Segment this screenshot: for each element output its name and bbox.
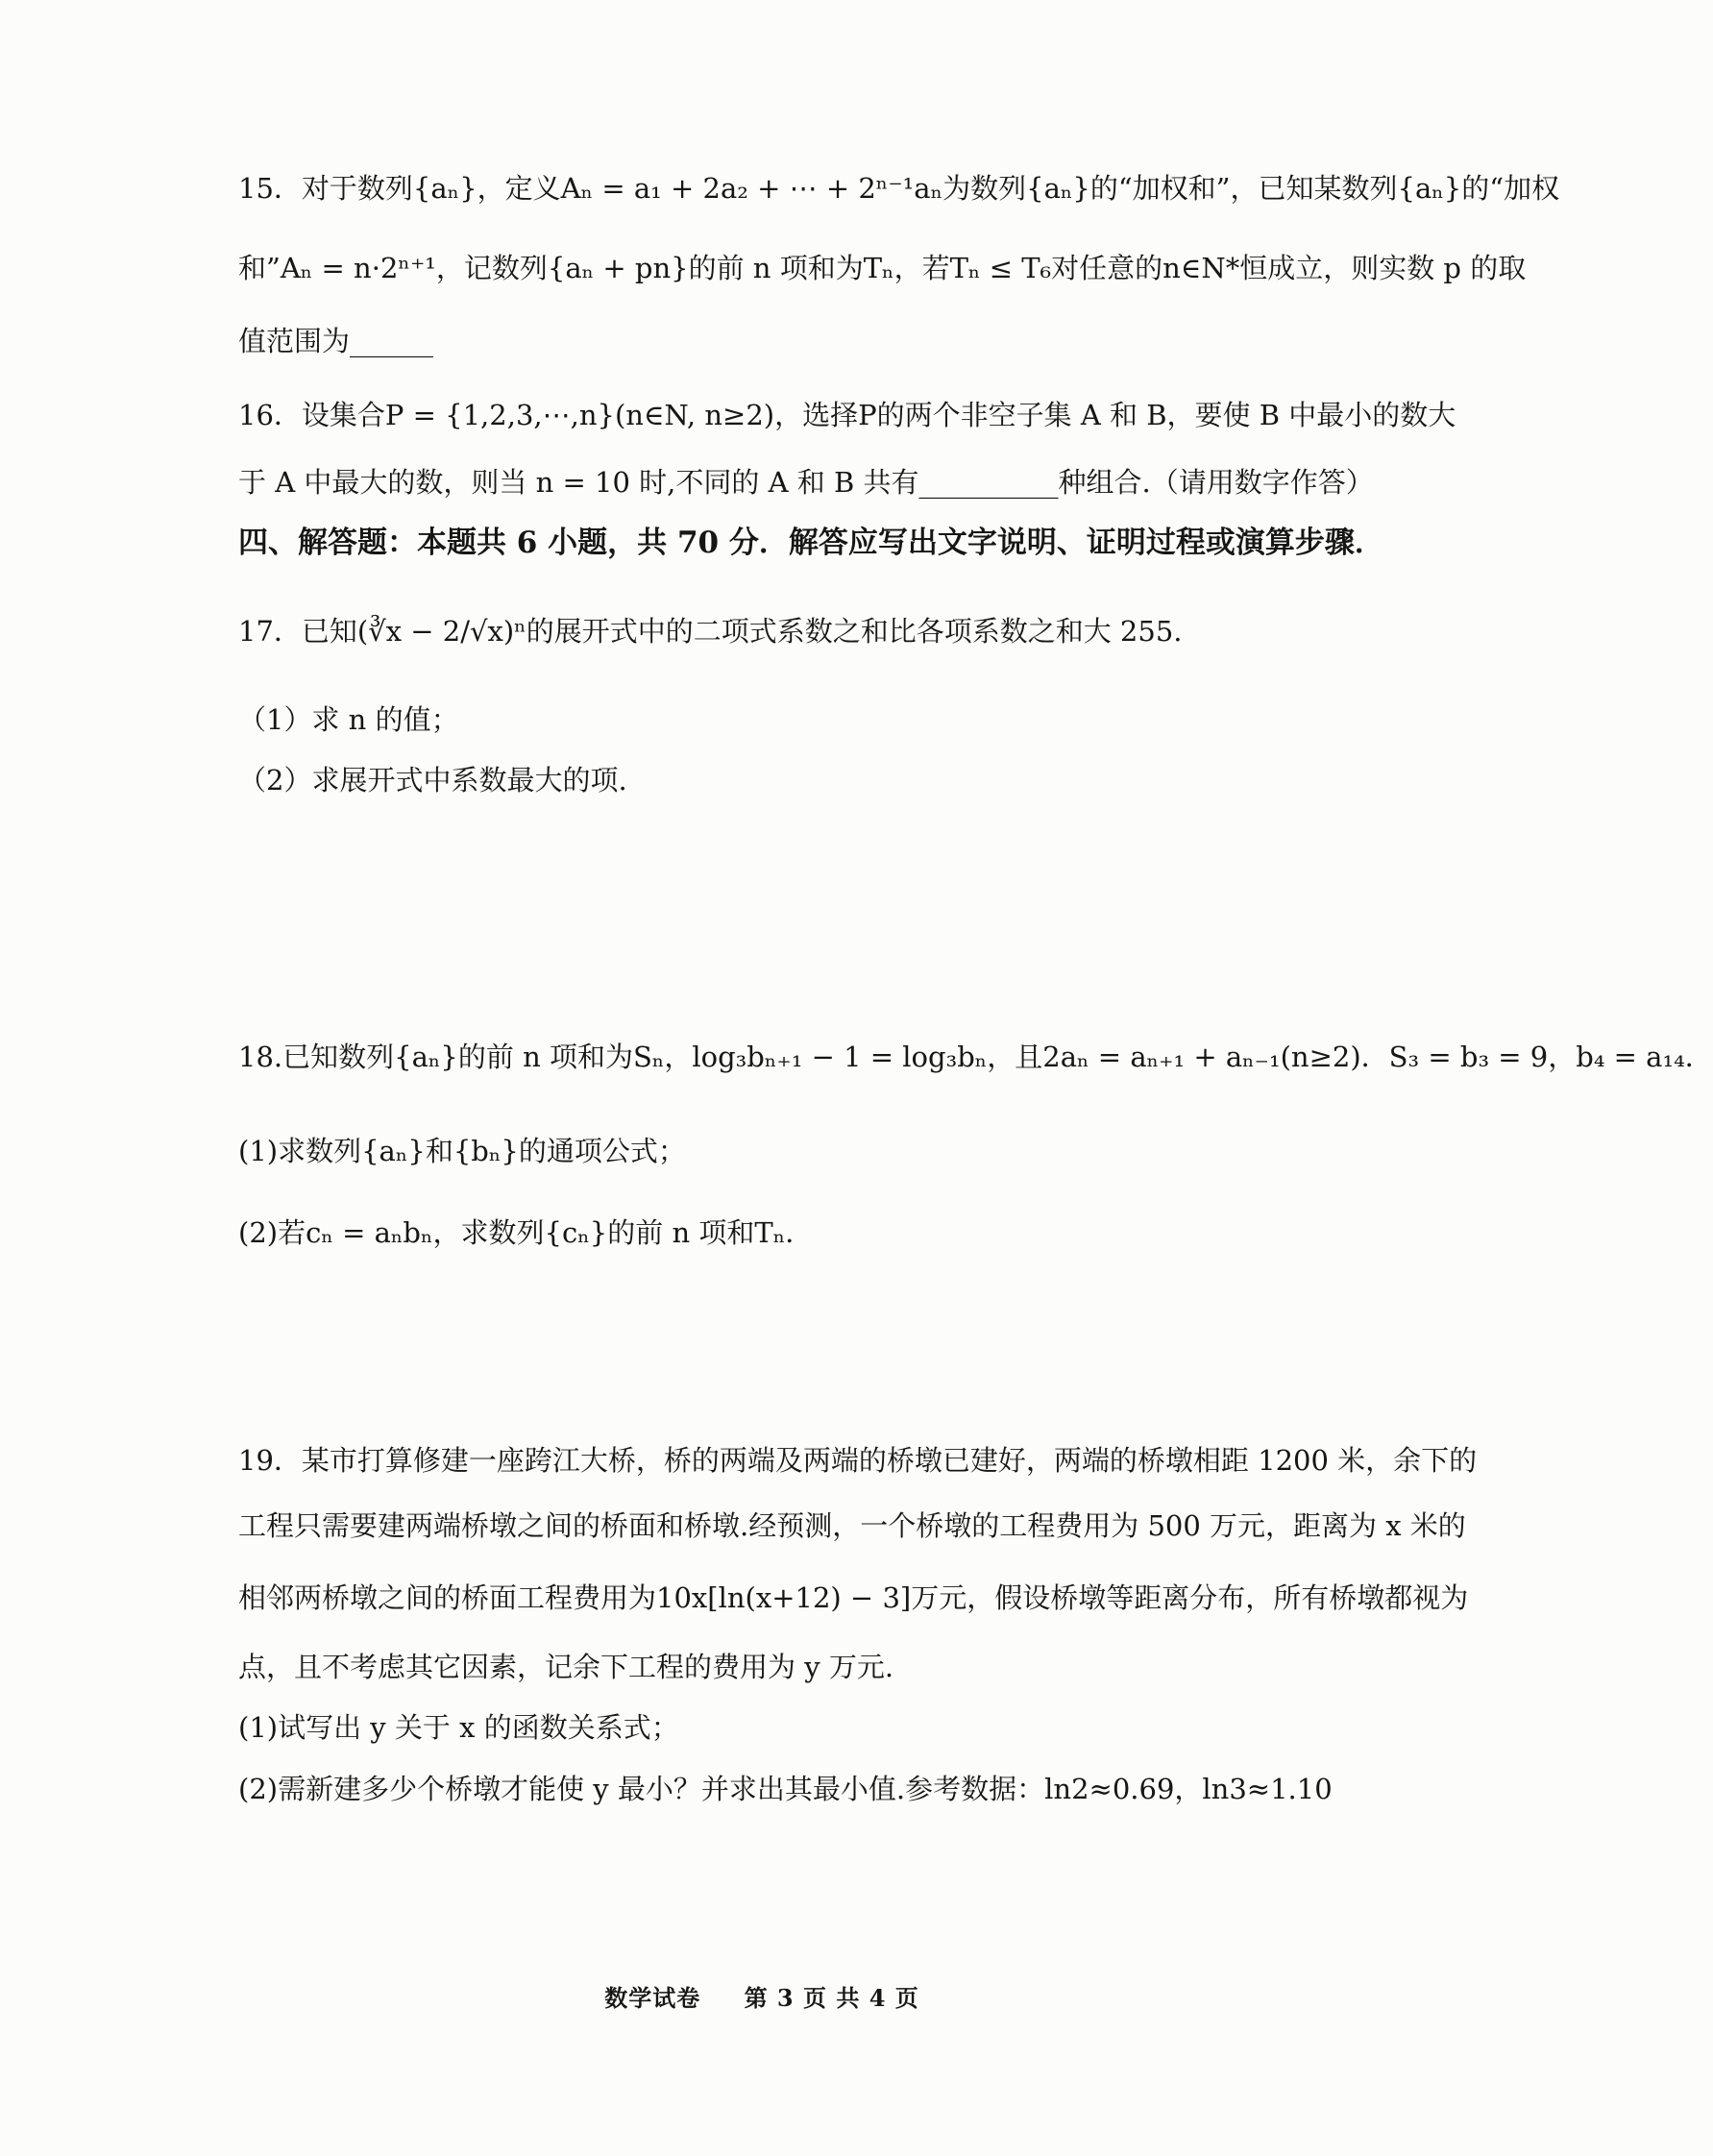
q16-line-2: 于 A 中最大的数，则当 n = 10 时,不同的 A 和 B 共有__________种组合.（请用数字作答） <box>238 466 1374 499</box>
footer-subject: 数学试卷 <box>604 1984 701 2012</box>
q19-line-2: 工程只需要建两端桥墩之间的桥面和桥墩.经预测，一个桥墩的工程费用为 500 万元，距离为 x 米的 <box>238 1509 1466 1542</box>
q16-line-1: 16．设集合P = {1,2,3,⋯,n}(n∈N, n≥2)，选择P的两个非空子集 A 和 B，要使 B 中最小的数大 <box>238 399 1456 431</box>
q15-line-1: 15．对于数列{aₙ}，定义Aₙ = a₁ + 2a₂ + ⋯ + 2ⁿ⁻¹aₙ为数列{aₙ}的“加权和”，已知某数列{aₙ}的“加权 <box>238 172 1560 205</box>
footer-page-number: 第 3 页 共 4 页 <box>744 1984 919 2012</box>
q15-line-2: 和”Aₙ = n·2ⁿ⁺¹，记数列{aₙ + pn}的前 n 项和为Tₙ，若Tₙ ≤ T₆对任意的n∈N*恒成立，则实数 p 的取 <box>238 252 1527 284</box>
q19-line-3: 相邻两桥墩之间的桥面工程费用为10x[ln(x+12) − 3]万元，假设桥墩等距离分布，所有桥墩都视为 <box>238 1581 1469 1614</box>
q19-part-2: (2)需新建多少个桥墩才能使 y 最小？并求出其最小值.参考数据：ln2≈0.69，ln3≈1.10 <box>238 1773 1333 1805</box>
section-heading: 四、解答题：本题共 6 小题，共 70 分．解答应写出文字说明、证明过程或演算步骤． <box>238 526 1384 560</box>
q19-part-1: (1)试写出 y 关于 x 的函数关系式； <box>238 1711 679 1744</box>
q17-part-2: （2）求展开式中系数最大的项. <box>238 764 627 796</box>
q17-stem: 17．已知(∛x − 2/√x)ⁿ的展开式中的二项式系数之和比各项系数之和大 255. <box>238 615 1183 648</box>
q15-line-3: 值范围为______ <box>238 325 434 357</box>
page-footer <box>0 1979 1524 2013</box>
q18-part-2: (2)若cₙ = aₙbₙ，求数列{cₙ}的前 n 项和Tₙ． <box>238 1216 814 1249</box>
q18-part-1: (1)求数列{aₙ}和{bₙ}的通项公式； <box>238 1135 686 1167</box>
q17-part-1: （1）求 n 的值； <box>238 703 459 736</box>
q18-stem: 18.已知数列{aₙ}的前 n 项和为Sₙ，log₃bₙ₊₁ − 1 = log₃bₙ，且2aₙ = aₙ₊₁ + aₙ₋₁(n≥2)．S₃ = b₃ = 9，b₄ = a₁₄． <box>238 1041 1713 1073</box>
q19-line-4: 点，且不考虑其它因素，记余下工程的费用为 y 万元. <box>238 1651 894 1683</box>
q19-line-1: 19．某市打算修建一座跨江大桥，桥的两端及两端的桥墩已建好，两端的桥墩相距 1200 米，余下的 <box>238 1444 1478 1477</box>
